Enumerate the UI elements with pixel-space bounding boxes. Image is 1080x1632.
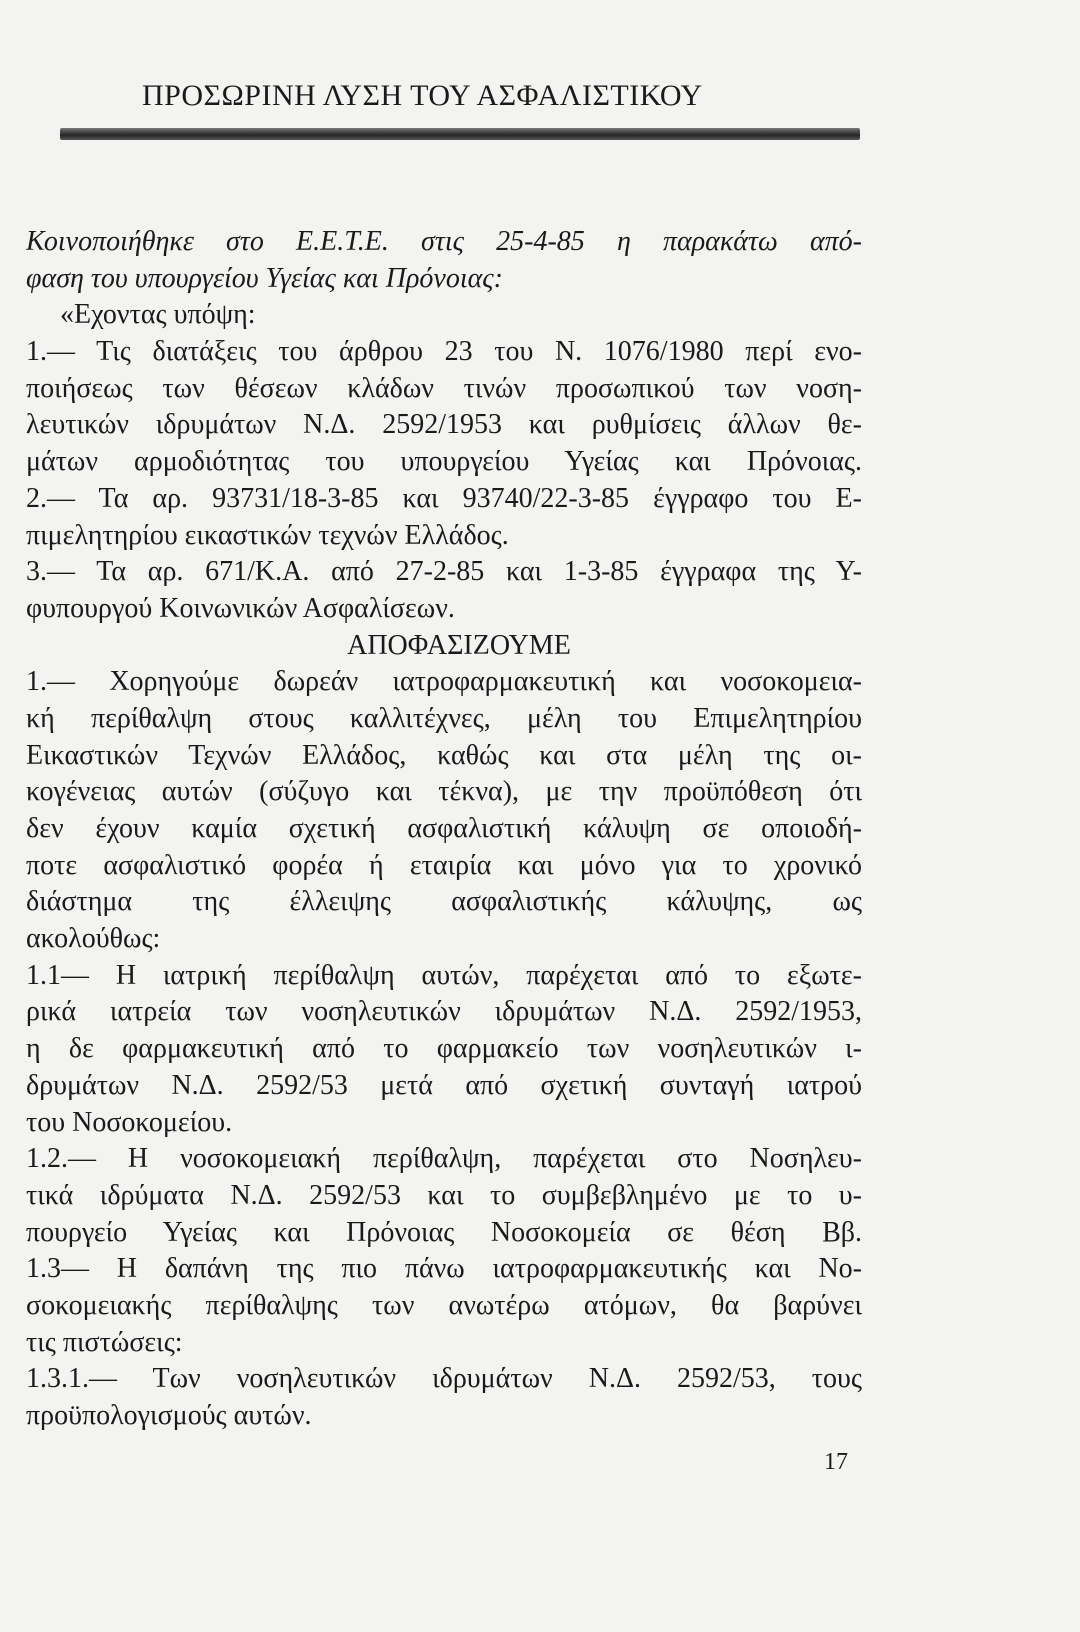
text-line: ρικά ιατρεία των νοσηλευτικών ιδρυμάτων Ν.Δ. 2592/1953, bbox=[26, 996, 862, 1028]
text-line: τις πιστώσεις: bbox=[26, 1326, 183, 1358]
header-rule bbox=[60, 128, 860, 140]
text-line: 1.— Τις διατάξεις του άρθρου 23 του Ν. 1076/1980 περί ενο- bbox=[26, 336, 862, 368]
text-line: 3.— Τα αρ. 671/Κ.Α. από 27-2-85 και 1-3-85 έγγραφα της Υ- bbox=[26, 556, 862, 588]
text-line: Κοινοποιήθηκε στο Ε.Ε.Τ.Ε. στις 25-4-85 η παρακάτω από- bbox=[26, 226, 862, 257]
text-line: κογένειας αυτών (σύζυγο και τέκνα), με την προϋπόθεση ότι bbox=[26, 776, 862, 808]
text-line: φυπουργού Κοινωνικών Ασφαλίσεων. bbox=[26, 592, 455, 624]
text-line: 1.2.— Η νοσοκομειακή περίθαλψη, παρέχεται στο Νοσηλευ- bbox=[26, 1143, 862, 1175]
text-line: λευτικών ιδρυμάτων Ν.Δ. 2592/1953 και ρυθμίσεις άλλων θε- bbox=[26, 409, 862, 441]
text-line: κή περίθαλψη στους καλλιτέχνες, μέλη του Επιμελητηρίου bbox=[26, 702, 862, 734]
text-line: η δε φαρμακευτική από το φαρμακείο των νοσηλευτικών ι- bbox=[26, 1033, 862, 1065]
text-line: φαση του υπουργείου Υγείας και Πρόνοιας: bbox=[26, 262, 503, 294]
text-line: «Εχοντας υπόψη: bbox=[60, 299, 256, 331]
text-line: 2.— Τα αρ. 93731/18-3-85 και 93740/22-3-85 έγγραφο του Ε- bbox=[26, 482, 862, 514]
text-line: τικά ιδρύματα Ν.Δ. 2592/53 και το συμβεβλημένο με το υ- bbox=[26, 1179, 862, 1211]
text-line: ποιήσεως των θέσεων κλάδων τινών προσωπικού των νοση- bbox=[26, 372, 862, 404]
text-line: Εικαστικών Τεχνών Ελλάδος, καθώς και στα μέλη της οι- bbox=[26, 739, 862, 771]
text-line: δρυμάτων Ν.Δ. 2592/53 μετά από σχετική συνταγή ιατρού bbox=[26, 1069, 862, 1101]
body-text bbox=[26, 224, 862, 1435]
text-line: 1.3.1.— Των νοσηλευτικών ιδρυμάτων Ν.Δ. 2592/53, τους bbox=[26, 1363, 862, 1395]
text-line: 1.— Χορηγούμε δωρεάν ιατροφαρμακευτική και νοσοκομεια- bbox=[26, 666, 862, 698]
text-line: πουργείο Υγείας και Πρόνοιας Νοσοκομεία σε θέση Ββ. bbox=[26, 1216, 862, 1248]
text-line: ακολούθως: bbox=[26, 923, 161, 955]
text-line: προϋπολογισμούς αυτών. bbox=[26, 1400, 312, 1431]
text-line: ποτε ασφαλιστικό φορέα ή εταιρία και μόνο για το χρονικό bbox=[26, 849, 862, 881]
section-heading: ΑΠΟΦΑΣΙΖΟΥΜΕ bbox=[347, 629, 571, 661]
text-line: του Νοσοκομείου. bbox=[26, 1106, 233, 1138]
text-line: δεν έχουν καμία σχετική ασφαλιστική κάλυψη σε οποιοδή- bbox=[26, 813, 862, 844]
text-line: μάτων αρμοδιότητας του υπουργείου Υγείας και Πρόνοιας. bbox=[26, 446, 862, 478]
page-number: 17 bbox=[824, 1449, 848, 1475]
text-line: σοκομειακής περίθαλψης των ανωτέρω ατόμων, θα βαρύνει bbox=[26, 1289, 862, 1321]
text-line: 1.1— Η ιατρική περίθαλψη αυτών, παρέχεται από το εξωτε- bbox=[26, 959, 862, 991]
text-line: διάστημα της έλλειψης ασφαλιστικής κάλυψης, ως bbox=[26, 886, 862, 918]
text-line: πιμελητηρίου εικαστικών τεχνών Ελλάδος. bbox=[26, 519, 509, 551]
running-title: ΠΡΟΣΩΡΙΝΗ ΛΥΣΗ ΤΟΥ ΑΣΦΑΛΙΣΤΙΚΟΥ bbox=[142, 79, 703, 112]
text-line: 1.3— Η δαπάνη της πιο πάνω ιατροφαρμακευτικής και Νο- bbox=[26, 1253, 862, 1285]
